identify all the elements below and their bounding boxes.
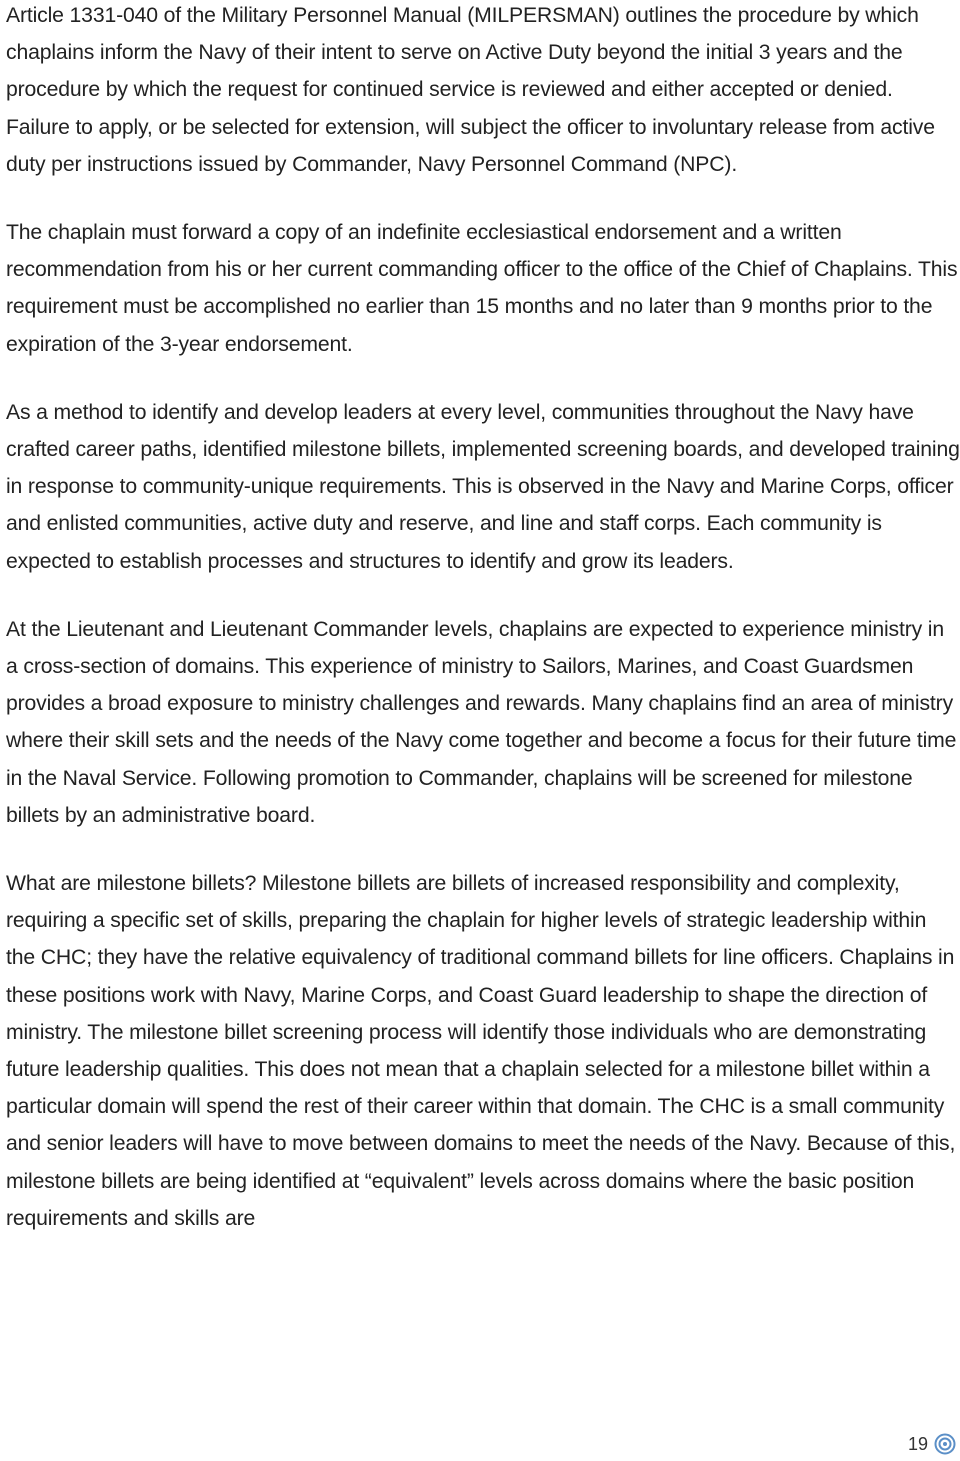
paragraph-milestone-billets: What are milestone billets? Milestone billets are billets of increased responsibility and complexity, requiring a specific set of skills, preparing the chaplain for higher levels of strategic leadership within the CHC; they have the relative equivalency of traditional command billets for line officers. Chaplains in these positions work with Navy, Marine Corps, and Coast Guard leadership to shape the direction of ministry. The milestone billet screening process will identify those individuals who are demonstrating future leadership qualities. This does not mean that a chaplain selected for a milestone billet within a particular domain will spend the rest of their career within that domain. The CHC is a small community and senior leaders will have to move between domains to meet the needs of the Navy. Because of this, milestone billets are being identified at “equivalent” levels across domains where the basic position requirements and skills are bbox=[6, 872, 956, 1230]
page-number: 19 bbox=[907, 1433, 928, 1454]
document-page bbox=[6, 0, 960, 1237]
paragraph-endorsement: The chaplain must forward a copy of an indefinite ecclesiastical endorsement and a written recommendation from his or her current commanding officer to the office of the Chief of Chaplains. This requirement must be accomplished no earlier than 15 months and no later than 9 months prior to the expiration of the 3-year endorsement. bbox=[6, 221, 958, 356]
paragraph-leader-development: As a method to identify and develop leaders at every level, communities throughout the Navy have crafted career paths, identified milestone billets, implemented screening boards, and developed training in response to community-unique requirements. This is observed in the Navy and Marine Corps, officer and enlisted communities, active duty and reserve, and line and staff corps. Each community is expected to establish processes and structures to identify and grow its leaders. bbox=[6, 400, 960, 573]
concentric-circles-icon bbox=[934, 1433, 956, 1455]
paragraph-milpersman: Article 1331-040 of the Military Personnel Manual (MILPERSMAN) outlines the procedure by which chaplains inform the Navy of their intent to serve on Active Duty beyond the initial 3 years and the procedure by which the request for continued service is reviewed and either accepted or denied. Failure to apply, or be selected for extension, will subject the officer to involuntary release from active duty per instructions issued by Commander, Navy Personnel Command (NPC). bbox=[6, 4, 935, 176]
page-footer bbox=[908, 1433, 956, 1455]
paragraph-ministry-domains: At the Lieutenant and Lieutenant Commander levels, chaplains are expected to experience ministry in a cross-section of domains. This experience of ministry to Sailors, Marines, and Coast Guardsmen provides a broad exposure to ministry challenges and rewards. Many chaplains find an area of ministry where their skill sets and the needs of the Navy come together and become a focus for their future time in the Naval Service. Following promotion to Commander, chaplains will be screened for milestone billets by an administrative board. bbox=[6, 617, 957, 827]
